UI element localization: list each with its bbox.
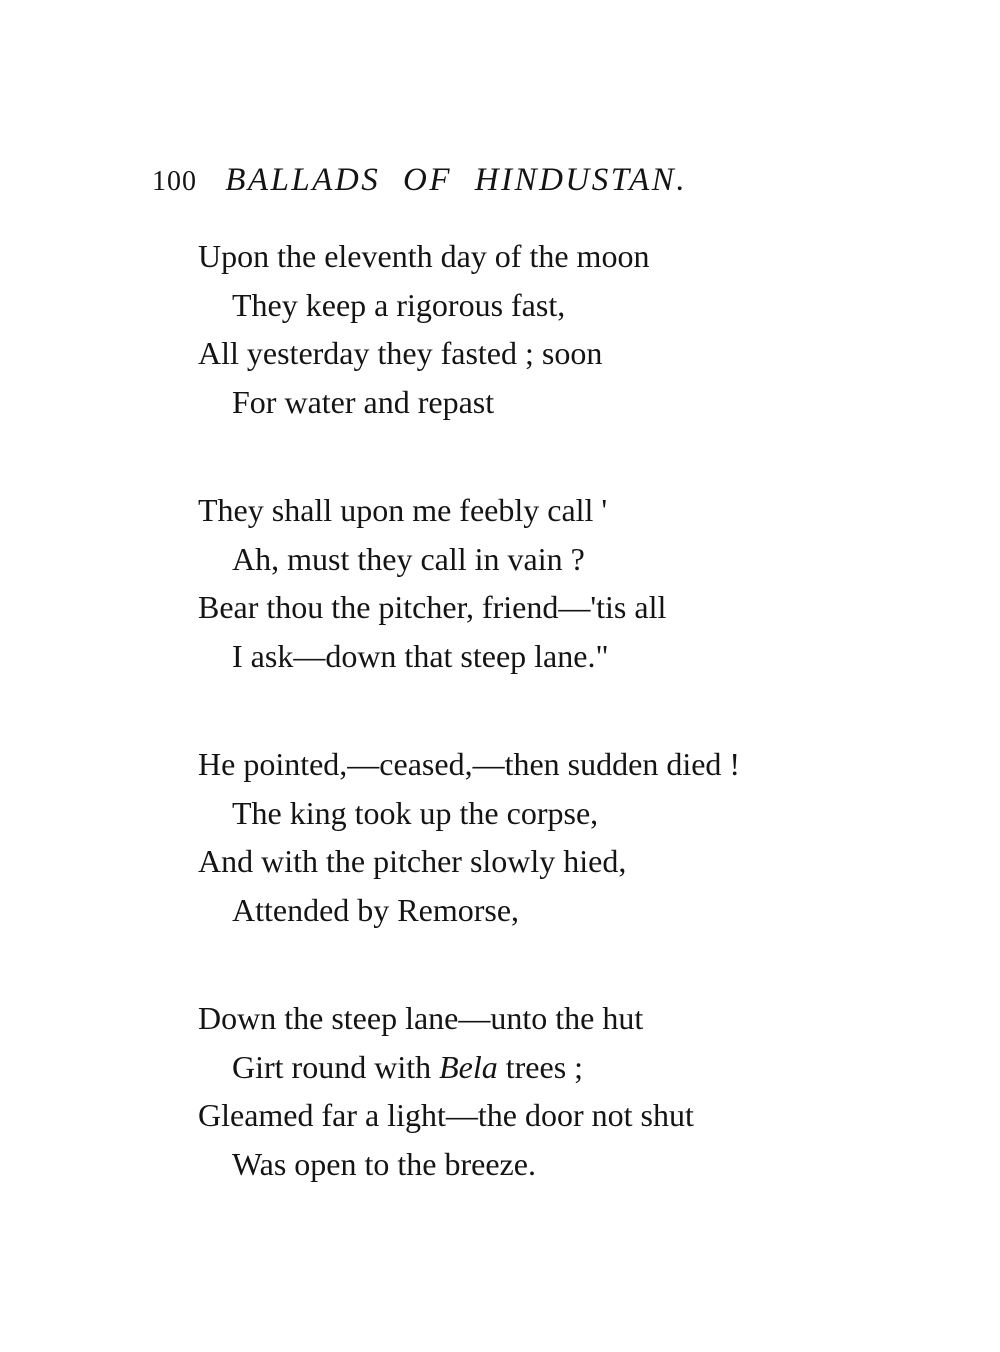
poem-line: They shall upon me feebly call ' <box>198 492 608 528</box>
poem-line: They keep a rigorous fast, <box>232 286 566 323</box>
poem-line: I ask—down that steep lane." <box>232 637 609 674</box>
book-title: BALLADS OF HINDUSTAN. <box>225 162 688 198</box>
poem-line <box>198 1043 978 1092</box>
poem-line: Was open to the breeze. <box>232 1145 536 1182</box>
page-number: 100 <box>152 166 197 197</box>
poem-line: For water and repast <box>232 383 495 420</box>
italic-word-bela: Bela <box>439 1048 498 1085</box>
poem-line: Gleamed far a light—the door not shut <box>198 1097 694 1133</box>
poem-line: Ah, must they call in vain ? <box>232 540 585 577</box>
poem-line: Attended by Remorse, <box>232 891 520 928</box>
line-text: trees ; <box>497 1048 584 1085</box>
poem-line: And with the pitcher slowly hied, <box>198 843 627 879</box>
poem-line: He pointed,—ceased,—then sudden died ! <box>198 746 741 782</box>
stanza-1 <box>198 232 978 426</box>
poem-line: Upon the eleventh day of the moon <box>198 238 650 274</box>
running-head <box>152 158 687 202</box>
poem-line: All yesterday they fasted ; soon <box>198 335 603 371</box>
poem-body <box>198 232 978 1248</box>
stanza-2 <box>198 486 978 680</box>
poem-line: Down the steep lane—unto the hut <box>198 1000 644 1036</box>
line-text: Girt round with <box>232 1048 440 1085</box>
poem-line: The king took up the corpse, <box>232 794 599 831</box>
stanza-4 <box>198 994 978 1188</box>
poem-line: Bear thou the pitcher, friend—'tis all <box>198 589 667 625</box>
stanza-3 <box>198 740 978 934</box>
